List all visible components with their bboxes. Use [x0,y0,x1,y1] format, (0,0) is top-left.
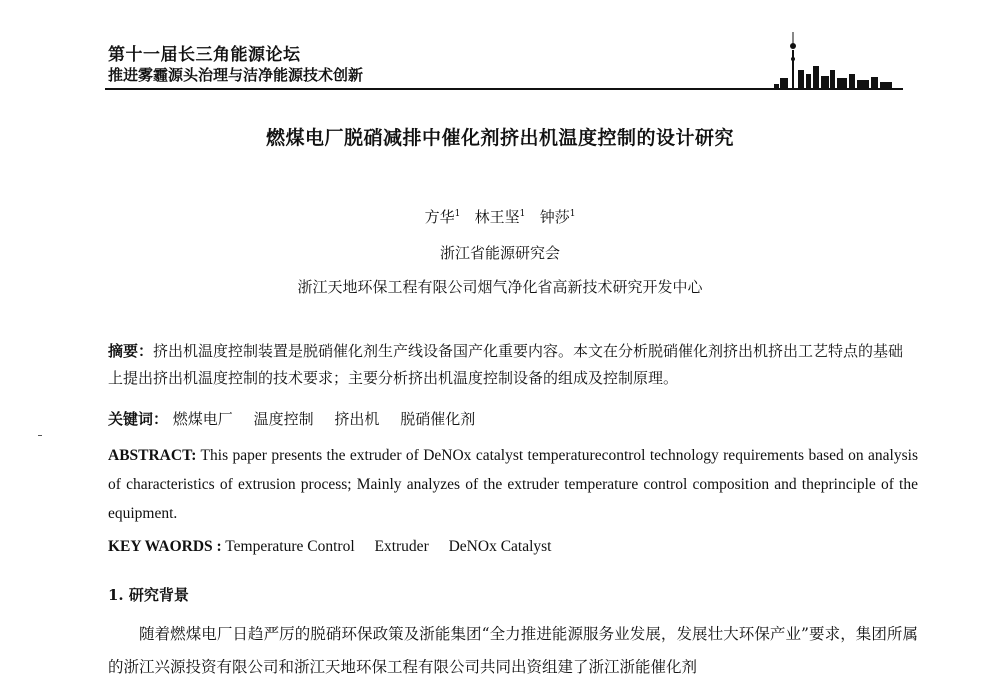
keyword: 温度控制 [253,410,314,428]
abstract-en-text: This paper presents the extruder of DeNOx catalyst temperaturecontrol technology requirements based on analysis of characteristics of extrusion process; Mainly analyzes of the extruder temperature control composition and theprinciple of the equipment. [108,447,918,522]
abstract-cn-label: 摘要： [108,342,154,360]
header-rule [105,88,903,90]
affiliation: 浙江天地环保工程有限公司烟气净化省高新技术研究开发中心 [297,278,703,296]
abstract-en-label: ABSTRACT: [108,447,197,464]
keywords-cn [108,406,918,433]
keyword-en: Extruder [374,538,429,555]
author-name: 林王坚 [474,208,520,226]
keywords-en [108,532,918,561]
keyword-en: DeNOx Catalyst [448,538,552,555]
city-skyline-logo [770,30,905,90]
paper-title: 燃煤电厂脱硝减排中催化剂挤出机温度控制的设计研究 [265,127,734,149]
keyword: 燃煤电厂 [172,410,233,428]
abstract-cn [108,338,918,392]
affiliation: 浙江省能源研究会 [439,244,560,262]
author-list [0,206,1000,227]
forum-title: 第十一届长三角能源论坛 [108,45,301,65]
keywords-en-label: KEY WAORDS : [108,538,222,555]
keyword-en: Temperature Control [225,538,355,555]
keywords-cn-label: 关键词： [108,410,169,428]
scan-mark [38,435,42,436]
keyword: 脱硝催化剂 [400,410,476,428]
author-name: 钟莎 [539,208,570,226]
affiliation-mark: 1 [454,209,461,219]
author-name: 方华 [424,208,455,226]
affiliation-mark: 1 [519,209,526,219]
affiliation-mark: 1 [569,209,576,219]
section-paragraph: 随着燃煤电厂日趋严厉的脱硝环保政策及浙能集团“全力推进能源服务业发展，发展壮大环保产业”要求，集团所属的浙江兴源投资有限公司和浙江天地环保工程有限公司共同出资组建了浙江浙能催化剂 [108,625,918,676]
keyword: 挤出机 [334,410,380,428]
forum-subtitle: 推进雾霾源头治理与洁净能源技术创新 [108,66,364,84]
abstract-en [108,441,918,528]
abstract-cn-text: 挤出机温度控制装置是脱硝催化剂生产线设备国产化重要内容。本文在分析脱硝催化剂挤出机挤出工艺特点的基础上提出挤出机温度控制的技术要求；主要分析挤出机温度控制设备的组成及控制原理。 [108,342,904,387]
section-heading: 1. 研究背景 [108,586,189,604]
